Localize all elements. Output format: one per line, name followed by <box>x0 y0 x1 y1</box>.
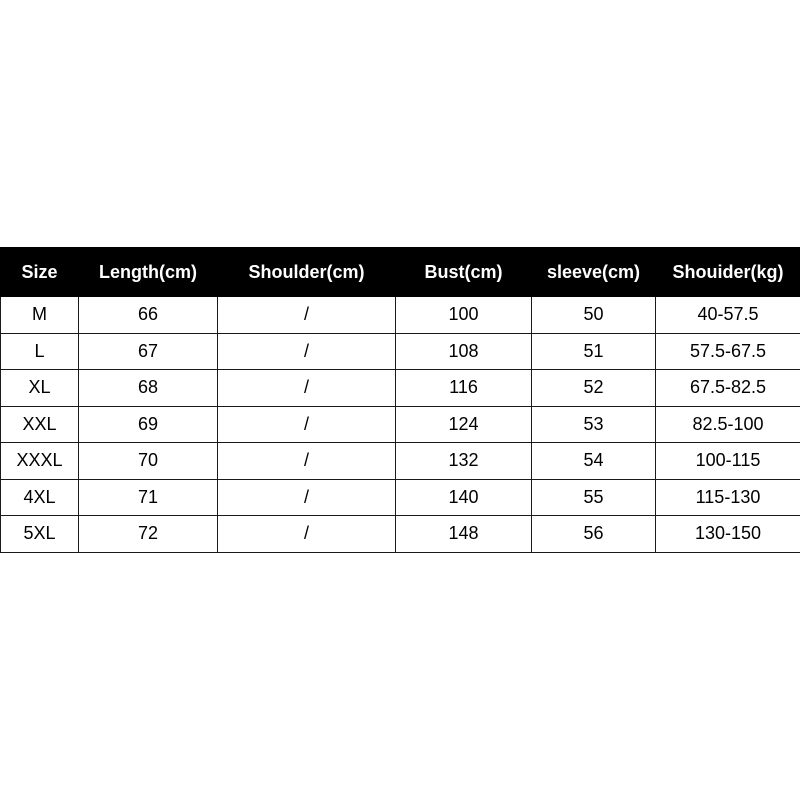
shoulder-cell: / <box>218 479 396 516</box>
sleeve-cell: 50 <box>532 297 656 334</box>
table-row <box>1 516 800 553</box>
sleeve-cell: 54 <box>532 443 656 480</box>
size-cell: XXL <box>1 406 79 443</box>
weight-cell: 130-150 <box>656 516 800 553</box>
shoulder-cell: / <box>218 370 396 407</box>
bust-cell: 108 <box>396 333 532 370</box>
header-weight: Shouider(kg) <box>656 248 800 297</box>
header-length: Length(cm) <box>79 248 218 297</box>
shoulder-cell: / <box>218 406 396 443</box>
size-cell: 5XL <box>1 516 79 553</box>
length-cell: 71 <box>79 479 218 516</box>
header-bust: Bust(cm) <box>396 248 532 297</box>
bust-cell: 140 <box>396 479 532 516</box>
weight-cell: 57.5-67.5 <box>656 333 800 370</box>
size-cell: M <box>1 297 79 334</box>
sleeve-cell: 55 <box>532 479 656 516</box>
weight-cell: 115-130 <box>656 479 800 516</box>
shoulder-cell: / <box>218 297 396 334</box>
header-size: Size <box>1 248 79 297</box>
weight-cell: 100-115 <box>656 443 800 480</box>
size-cell: L <box>1 333 79 370</box>
length-cell: 72 <box>79 516 218 553</box>
bust-cell: 116 <box>396 370 532 407</box>
header-row <box>1 248 800 297</box>
table-row <box>1 479 800 516</box>
sleeve-cell: 53 <box>532 406 656 443</box>
sleeve-cell: 51 <box>532 333 656 370</box>
header-shoulder: Shoulder(cm) <box>218 248 396 297</box>
size-cell: XL <box>1 370 79 407</box>
size-rows <box>1 297 800 553</box>
bust-cell: 148 <box>396 516 532 553</box>
table-row <box>1 333 800 370</box>
length-cell: 70 <box>79 443 218 480</box>
bust-cell: 132 <box>396 443 532 480</box>
shoulder-cell: / <box>218 516 396 553</box>
size-cell: 4XL <box>1 479 79 516</box>
size-cell: XXXL <box>1 443 79 480</box>
weight-cell: 67.5-82.5 <box>656 370 800 407</box>
length-cell: 66 <box>79 297 218 334</box>
length-cell: 69 <box>79 406 218 443</box>
bust-cell: 100 <box>396 297 532 334</box>
table-row <box>1 297 800 334</box>
length-cell: 67 <box>79 333 218 370</box>
table-row <box>1 406 800 443</box>
size-chart-table <box>0 247 800 553</box>
sleeve-cell: 56 <box>532 516 656 553</box>
weight-cell: 82.5-100 <box>656 406 800 443</box>
length-cell: 68 <box>79 370 218 407</box>
bust-cell: 124 <box>396 406 532 443</box>
weight-cell: 40-57.5 <box>656 297 800 334</box>
header-sleeve: sleeve(cm) <box>532 248 656 297</box>
shoulder-cell: / <box>218 333 396 370</box>
table-row <box>1 370 800 407</box>
sleeve-cell: 52 <box>532 370 656 407</box>
shoulder-cell: / <box>218 443 396 480</box>
table-row <box>1 443 800 480</box>
